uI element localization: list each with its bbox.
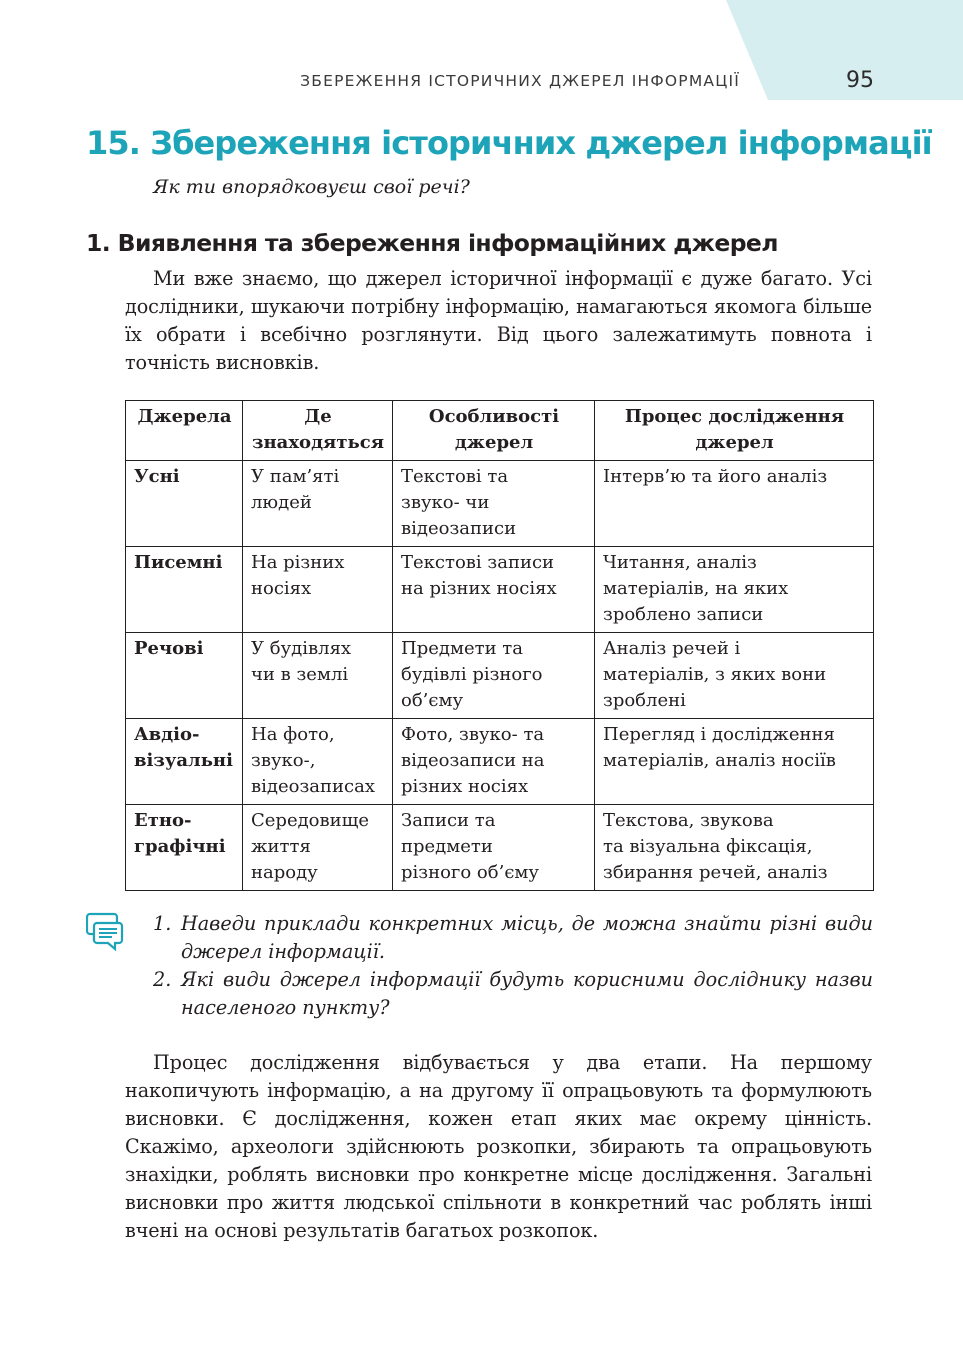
question-item: [153, 966, 873, 1022]
table-cell: Середовище життя народу: [243, 805, 393, 891]
table-cell: Читання, аналіз матеріалів, на яких зроблено записи: [595, 547, 874, 633]
table-header-cell: Процес дослідження джерел: [595, 401, 874, 461]
table-cell: Перегляд і дослідження матеріалів, аналіз носіїв: [595, 719, 874, 805]
question-text: Які види джерел інформації будуть корисними досліднику назви населеного пункту?: [181, 968, 873, 1019]
table-cell: На фото, звуко-, відеозаписах: [243, 719, 393, 805]
table-cell: Інтерв’ю та його аналіз: [595, 461, 874, 547]
table-cell: Текстова, звукова та візуальна фіксація, збирання речей, аналіз: [595, 805, 874, 891]
table-cell: Фото, звуко- та відеозаписи на різних носіях: [393, 719, 595, 805]
table-header-cell: Джерела: [126, 401, 243, 461]
question-text: Наведи приклади конкретних місць, де можна знайти різні види джерел інформації.: [181, 912, 873, 963]
table-row: [126, 633, 874, 719]
question-item: [153, 910, 873, 966]
table-cell: У будівлях чи в землі: [243, 633, 393, 719]
sources-table: [125, 400, 874, 891]
table-cell: Предмети та будівлі різного об’єму: [393, 633, 595, 719]
table-cell: У пам’яті людей: [243, 461, 393, 547]
chapter-subtitle: Як ти впорядковуєш свої речі?: [153, 176, 470, 198]
questions-list: [153, 910, 873, 1022]
table-row: [126, 461, 874, 547]
table-header-cell: Де знаходяться: [243, 401, 393, 461]
body-paragraph: Процес дослідження відбувається у два етапи. На першому накопичують інформацію, а на другому її опрацьовують та формулюють висновки. Є дослідження, кожен етап яких має окрему цінність. Скажімо, археологи здійснюють розкопки, збирають та опрацьовують знахідки, роблять висновки про конкретне місце дослідження. Загальні висновки про життя людської спільноти в конкретний час роблять інші вчені на основі результатів багатьох розкопок.: [125, 1051, 872, 1242]
table-header-row: [126, 401, 874, 461]
question-number: 2.: [153, 968, 172, 991]
intro-paragraph: Ми вже знаємо, що джерел історичної інформації є дуже багато. Усі дослідники, шукаючи потрібну інформацію, намагаються якомога більше їх обрати і всебічно розглянути. Від цього залежатимуть повнота і точність висновків.: [125, 267, 872, 374]
table-row: [126, 805, 874, 891]
source-type-cell: Етно- графічні: [126, 805, 243, 891]
question-number: 1.: [153, 912, 172, 935]
table-cell: Текстові записи на різних носіях: [393, 547, 595, 633]
source-type-cell: Писемні: [126, 547, 243, 633]
table-cell: На різних носіях: [243, 547, 393, 633]
source-type-cell: Усні: [126, 461, 243, 547]
table-header-cell: Особливості джерел: [393, 401, 595, 461]
table-cell: Текстові та звуко- чи відеозаписи: [393, 461, 595, 547]
source-type-cell: Речові: [126, 633, 243, 719]
speech-bubbles-icon: [86, 912, 124, 952]
page-number: 95: [846, 68, 874, 93]
running-title: ЗБЕРЕЖЕННЯ ІСТОРИЧНИХ ДЖЕРЕЛ ІНФОРМАЦІЇ: [300, 72, 740, 90]
table-cell: Аналіз речей і матеріалів, з яких вони зроблені: [595, 633, 874, 719]
source-type-cell: Авдіо- візуальні: [126, 719, 243, 805]
section-heading: 1. Виявлення та збереження інформаційних джерел: [86, 229, 778, 257]
table-cell: Записи та предмети різного об’єму: [393, 805, 595, 891]
table-row: [126, 547, 874, 633]
chapter-title: 15. Збереження історичних джерел інформації: [86, 124, 932, 162]
corner-tab-decoration: [726, 0, 963, 100]
table-row: [126, 719, 874, 805]
